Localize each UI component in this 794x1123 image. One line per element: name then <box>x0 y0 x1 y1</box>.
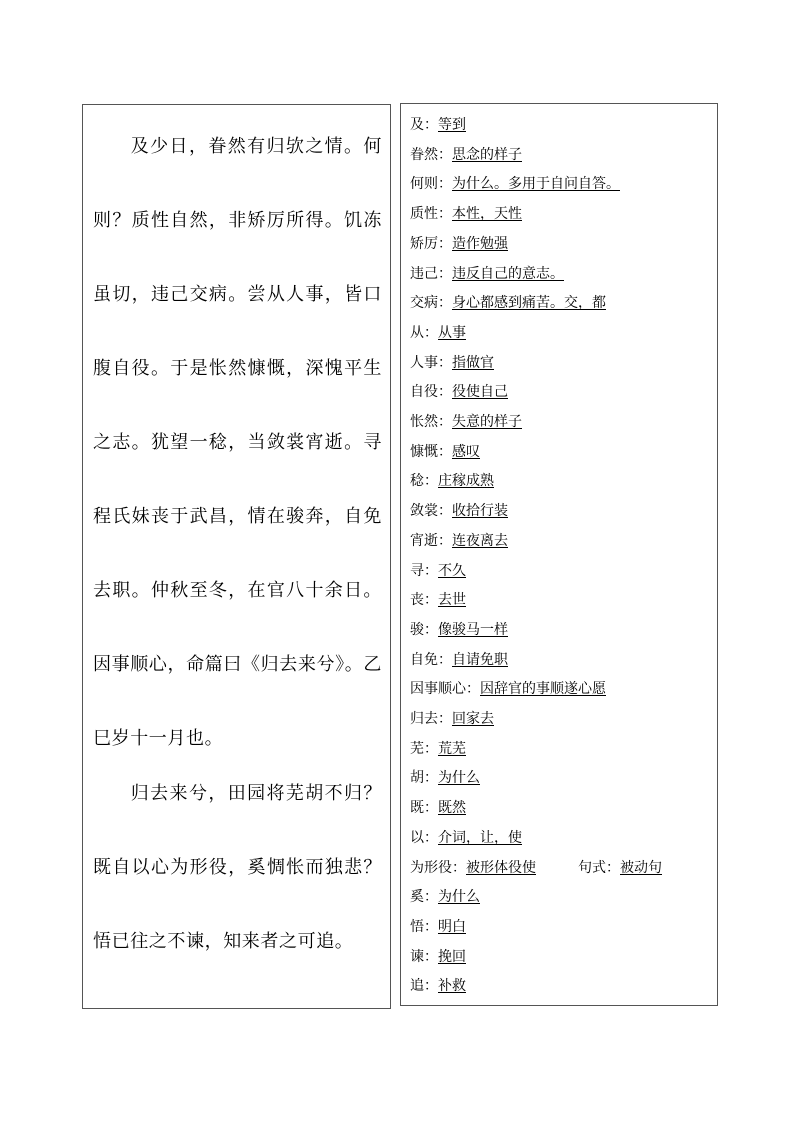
note-term: 稔： <box>410 473 438 490</box>
note-definition: 因辞官的事顺遂心愿 <box>480 681 606 698</box>
note-item <box>410 945 466 969</box>
note-definition: 自请免职 <box>452 651 508 668</box>
note-item <box>410 737 466 761</box>
note-term: 既： <box>410 800 438 817</box>
note-item <box>410 380 508 404</box>
note-definition: 身心都感到痛苦。交，都 <box>452 295 606 312</box>
note-extra-definition: 被动句 <box>620 859 662 876</box>
note-definition: 连夜离去 <box>452 532 508 549</box>
note-term: 因事顺心： <box>410 681 480 698</box>
note-extra-term: 句式： <box>578 859 620 876</box>
note-definition: 像骏马一样 <box>438 621 508 638</box>
note-item <box>410 202 522 226</box>
note-item <box>410 856 662 880</box>
note-term: 胡： <box>410 770 438 787</box>
note-definition: 造作勉强 <box>452 235 508 252</box>
note-term: 矫厉： <box>410 235 452 252</box>
note-term: 奚： <box>410 889 438 906</box>
note-definition: 回家去 <box>452 711 494 727</box>
note-term: 宵逝： <box>410 532 452 549</box>
note-definition: 从事 <box>438 324 466 341</box>
note-definition: 等到 <box>438 117 466 133</box>
note-item <box>410 113 466 137</box>
note-definition: 违反自己的意志。 <box>452 265 564 282</box>
note-term: 芜： <box>410 740 438 757</box>
note-item <box>410 559 466 583</box>
note-definition: 去世 <box>438 592 466 609</box>
note-term: 违己： <box>410 265 452 282</box>
note-item <box>410 469 494 493</box>
note-definition: 收拾行装 <box>452 503 508 520</box>
note-definition: 既然 <box>438 800 466 817</box>
note-definition: 役使自己 <box>452 384 508 401</box>
note-definition: 被形体役使 <box>466 859 536 876</box>
note-item <box>410 826 522 850</box>
note-definition: 感叹 <box>452 443 480 460</box>
note-term: 交病： <box>410 295 452 312</box>
note-item <box>410 499 508 523</box>
note-definition: 荒芜 <box>438 740 466 757</box>
note-item <box>410 588 466 612</box>
note-item <box>410 915 466 939</box>
note-term: 骏： <box>410 621 438 638</box>
note-term: 悟： <box>410 918 438 935</box>
note-item <box>410 677 606 701</box>
note-term: 怅然： <box>410 414 452 430</box>
note-item <box>410 143 522 167</box>
annotation-panel <box>400 103 718 1006</box>
passage-paragraph-2: 归去来兮，田园将芜胡不归？既自以心为形役，奚惆怅而独悲？悟已往之不谏，知来者之可追。 <box>93 783 382 952</box>
note-term: 从： <box>410 324 438 341</box>
note-item <box>410 707 494 731</box>
note-item <box>410 885 480 909</box>
note-term: 人事： <box>410 354 452 371</box>
note-term: 以： <box>410 829 438 846</box>
note-definition: 失意的样子 <box>452 414 522 430</box>
note-definition: 指做官 <box>452 354 494 371</box>
note-item <box>410 974 466 998</box>
note-definition: 庄稼成熟 <box>438 473 494 490</box>
note-item <box>410 440 480 464</box>
note-definition: 明白 <box>438 918 466 935</box>
note-definition: 不久 <box>438 562 466 579</box>
note-item <box>410 618 508 642</box>
note-term: 质性： <box>410 206 452 223</box>
note-definition: 补救 <box>438 978 466 995</box>
note-definition: 为什么 <box>438 889 480 906</box>
note-term: 归去： <box>410 711 452 727</box>
note-term: 眷然： <box>410 146 452 163</box>
note-item <box>410 796 466 820</box>
note-term: 为形役： <box>410 859 466 876</box>
note-term: 追： <box>410 978 438 995</box>
passage-panel <box>82 104 391 1009</box>
note-definition: 为什么。多用于自问自答。 <box>452 176 620 193</box>
note-item <box>410 321 466 345</box>
note-definition: 介词，让，使 <box>438 829 522 846</box>
note-definition: 挽回 <box>438 948 466 965</box>
note-item <box>410 172 620 196</box>
note-definition: 思念的样子 <box>452 146 522 163</box>
note-item <box>410 410 522 434</box>
note-item <box>410 766 480 790</box>
note-item <box>410 232 508 256</box>
note-definition: 本性，天性 <box>452 206 522 223</box>
note-term: 自役： <box>410 384 452 401</box>
note-term: 寻： <box>410 562 438 579</box>
note-item <box>410 648 508 672</box>
note-term: 何则： <box>410 176 452 193</box>
note-definition: 为什么 <box>438 770 480 787</box>
note-term: 丧： <box>410 592 438 609</box>
note-term: 谏： <box>410 948 438 965</box>
note-item <box>410 262 564 286</box>
note-term: 敛裳： <box>410 503 452 520</box>
note-item <box>410 291 606 315</box>
note-term: 慷慨： <box>410 443 452 460</box>
note-item <box>410 351 494 375</box>
note-term: 及： <box>410 117 438 133</box>
passage-paragraph-1: 及少日，眷然有归欤之情。何则？质性自然，非矫厉所得。饥冻虽切，违己交病。尝从人事，皆口腹自役。于是怅然慷慨，深愧平生之志。犹望一稔，当敛裳宵逝。寻程氏妹丧于武昌，情在骏奔，自免去职。仲秋至冬，在官八十余日。因事顺心，命篇曰《归去来兮》。乙巳岁十一月也。 <box>93 136 382 749</box>
note-term: 自免： <box>410 651 452 668</box>
note-item <box>410 529 508 553</box>
